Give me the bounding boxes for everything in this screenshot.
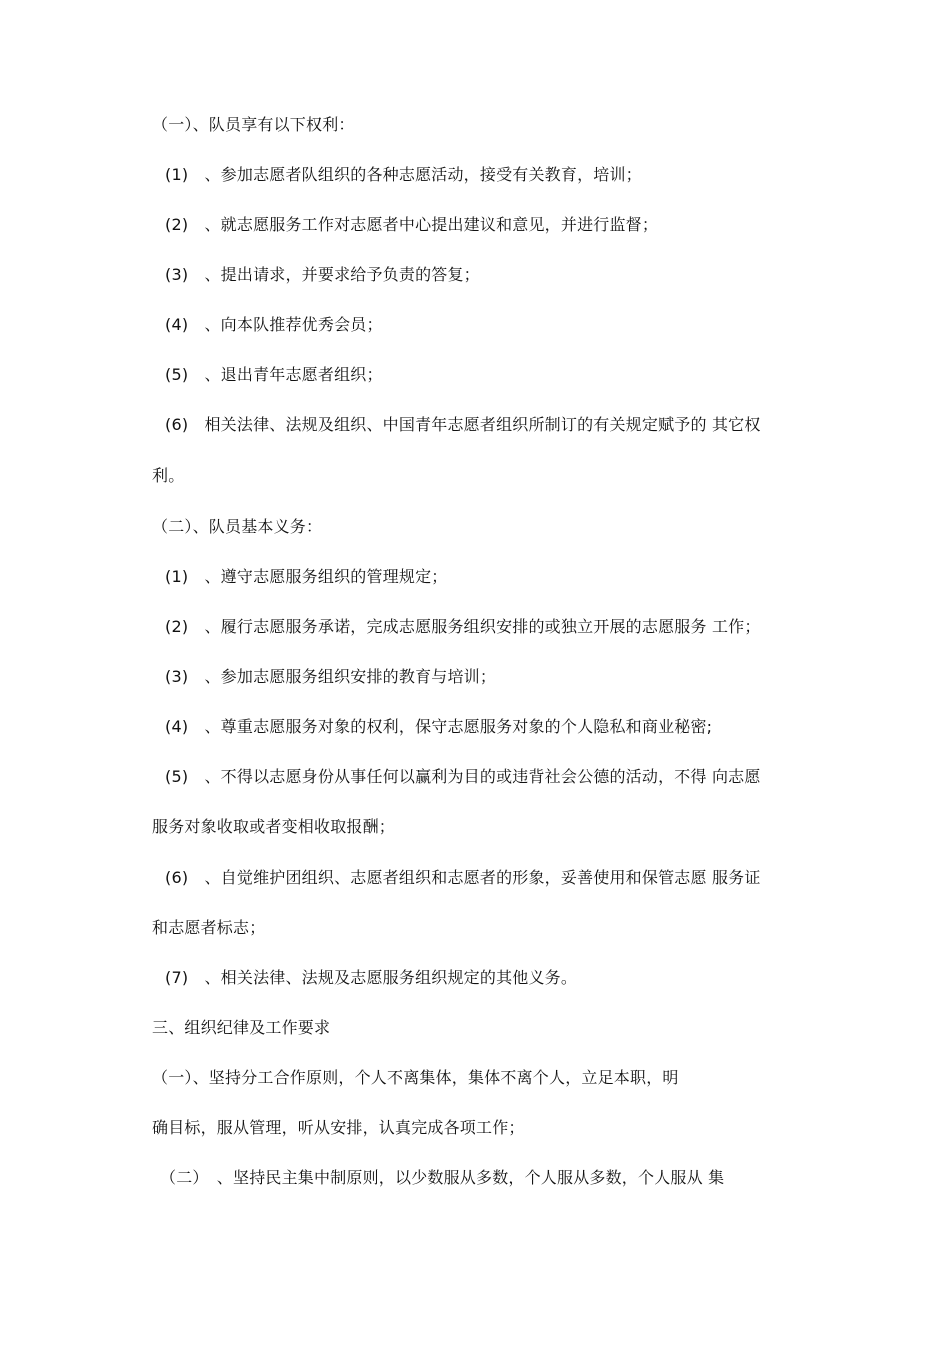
list-item: (6) 、自觉维护团组织、志愿者组织和志愿者的形象，妥善使用和保管志愿 服务证 [165,868,761,887]
list-item: (5) 、不得以志愿身份从事任何以赢利为目的或违背社会公德的活动，不得 向志愿 [165,767,761,786]
list-item: (4) 、尊重志愿服务对象的权利，保守志愿服务对象的个人隐私和商业秘密; [165,717,713,736]
paragraph-line: （一）、坚持分工合作原则，个人不离集体，集体不离个人，立足本职，明 [152,1068,679,1087]
list-item: (2) 、就志愿服务工作对志愿者中心提出建议和意见，并进行监督； [165,215,659,234]
list-item-continuation: 利。 [152,466,185,485]
list-item: (1) 、参加志愿者队组织的各种志愿活动，接受有关教育，培训； [165,165,642,184]
list-item: (5) 、退出青年志愿者组织； [165,365,383,384]
list-item-continuation: 服务对象收取或者变相收取报酬； [152,817,396,836]
list-item: (6) 相关法律、法规及组织、中国青年志愿者组织所制订的有关规定赋予的 其它权 [165,415,761,434]
section-heading: （一）、队员享有以下权利： [152,115,355,134]
section-heading: （二）、队员基本义务： [152,517,323,536]
list-item: (7) 、相关法律、法规及志愿服务组织规定的其他义务。 [165,968,578,987]
list-item-continuation: 和志愿者标志； [152,918,266,937]
list-item: (3) 、提出请求，并要求给予负责的答复； [165,265,480,284]
section-heading: 三、组织纪律及工作要求 [152,1018,331,1037]
paragraph-line: （二） 、坚持民主集中制原则，以少数服从多数，个人服从多数，个人服从 集 [160,1168,725,1187]
list-item: (1) 、遵守志愿服务组织的管理规定； [165,567,448,586]
list-item: (4) 、向本队推荐优秀会员； [165,315,383,334]
list-item: (2) 、履行志愿服务承诺，完成志愿服务组织安排的或独立开展的志愿服务 工作； [165,617,761,636]
list-item: (3) 、参加志愿服务组织安排的教育与培训； [165,667,497,686]
paragraph-line: 确目标，服从管理，听从安排，认真完成各项工作； [152,1118,525,1137]
